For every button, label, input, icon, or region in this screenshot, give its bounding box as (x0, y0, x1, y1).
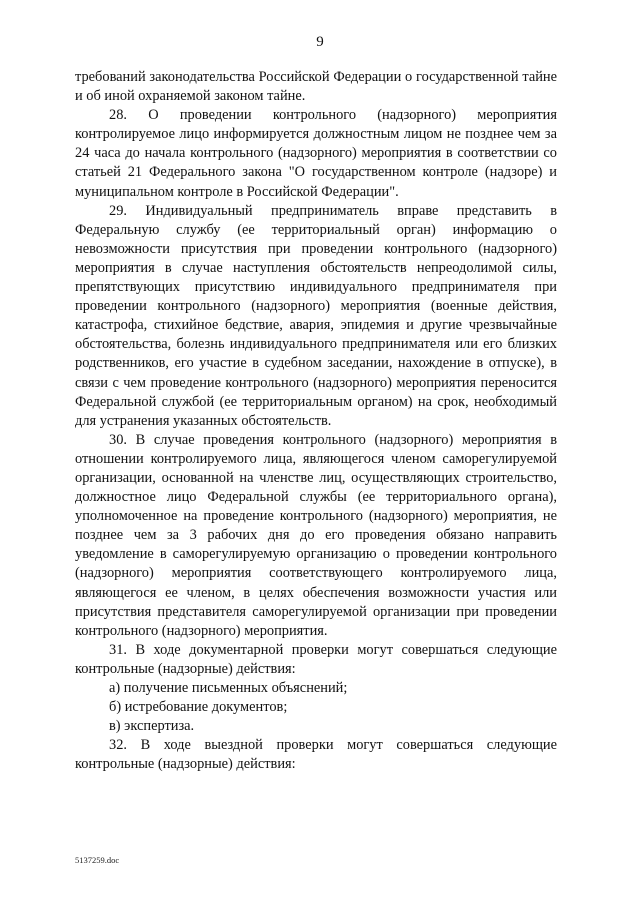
paragraph-32: 32. В ходе выездной проверки могут совершаться следующие контрольные (надзорные) действия: (75, 737, 557, 773)
paragraph-30: 30. В случае проведения контрольного (надзорного) мероприятия в отношении контролируемого лица, являющегося членом саморегулируемой организации, основанной на членстве лиц, осуществляющих строительство, должностное лицо Федеральной службы (ее территориального органа), уполномоченное на проведение контрольного (надзорного) мероприятия, не позднее чем за 3 рабочих дня до его проведения обязано направить уведомление в саморегулируемую организацию о проведении контрольного (надзорного) мероприятия соответствующего контролируемого лица, являющегося ее членом, в целях обеспечения возможности участия или присутствия представителя саморегулируемой организации при проведении контрольного (надзорного) мероприятия. (75, 431, 557, 639)
list-item-c: в) экспертиза. (109, 718, 195, 735)
paragraph-28: 28. О проведении контрольного (надзорного) мероприятия контролируемое лицо информируется должностным лицом не позднее чем за 24 часа до начала контрольного (надзорного) мероприятия в соответствии со статьей 21 Федерального закона "О государственном контроле (надзоре) и муниципальном контроле в Российской Федерации". (75, 107, 557, 200)
document-file-id: 5137259.doc (75, 855, 120, 865)
paragraph-continuation: требований законодательства Российской Федерации о государственной тайне и об иной охраняемой законом тайне. (75, 69, 557, 105)
paragraph-31: 31. В ходе документарной проверки могут совершаться следующие контрольные (надзорные) действия: (75, 641, 557, 677)
page-number: 9 (316, 34, 324, 50)
paragraph-29: 29. Индивидуальный предприниматель вправе представить в Федеральную службу (ее территориальный орган) информацию о невозможности присутствия при проведении контрольного (надзорного) мероприятия в случае наступления обстоятельств непреодолимой силы, препятствующих присутствию индивидуального предпринимателя при проведении контрольного (надзорного) мероприятия (военные действия, катастрофа, стихийное бедствие, авария, эпидемия и другие чрезвычайные обстоятельства, болезнь индивидуального предпринимателя или его близких родственников, его участие в судебном заседании, нахождение в отпуске), в связи с чем проведение контрольного (надзорного) мероприятия переносится Федеральной службой (ее территориальным органом) на срок, необходимый для устранения указанных обстоятельств. (75, 202, 557, 429)
list-item-b: б) истребование документов; (109, 699, 288, 716)
list-item-a: а) получение письменных объяснений; (109, 680, 348, 696)
document-body (75, 68, 557, 774)
